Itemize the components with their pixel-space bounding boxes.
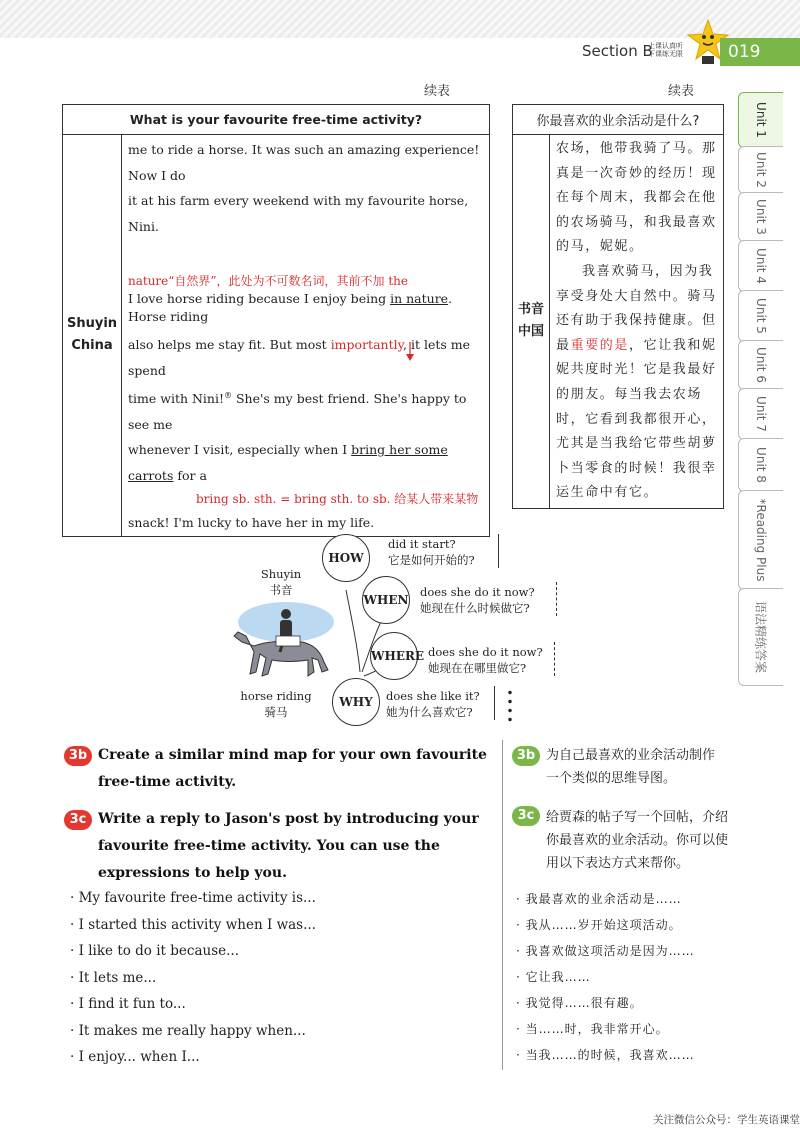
list-item: · I find it fun to... [70,996,186,1012]
passage-text: me to ride a horse. It was such an amazing experience! Now I do it at his farm every weekend with my favourite horse, Nini. nature“自然界”，此处为不可数名词，其前不加 the I love horse riding because I enjoy being in nature. Horse riding also helps me stay fit. But most importantly, it lets me spend time with Nini!® She's my best friend. She's happy to see me whenever I visit, especially when I bring her some carrots for a bring sb. sth. = bring sth. to sb. 给某人带来某物 snack! I'm lucky to have her in my life. [122,135,490,537]
tab-unit-1[interactable]: Unit 1 [738,92,783,148]
tab-unit-6[interactable]: Unit 6 [738,340,783,390]
mind-map-question-when: does she do it now? 她现在什么时候做它? [420,585,535,615]
ellipsis-dots [508,688,512,724]
list-item: · I enjoy... when I... [70,1049,200,1065]
mind-map-person: Shuyin 书音 [260,567,302,597]
tab-unit-8[interactable]: Unit 8 [738,438,783,492]
arrow-down-icon [404,342,416,362]
task-3b-text-cn: 为自己最喜欢的业余活动制作一个类似的思维导图。 [546,748,716,786]
list-item: · It makes me really happy when... [70,1023,306,1039]
task-badge-3c-cn: 3c [512,806,540,826]
divider [556,582,557,616]
list-item: · 我觉得……很有趣。 [516,996,643,1010]
mind-map-question-how: did it start? 它是如何开始的? [388,537,475,567]
header-motto: 上课认真听 下课练无限 [648,42,683,58]
person-cell-cn: 书音 中国 [513,135,550,509]
divider [554,642,555,676]
list-item: · I started this activity when I was... [70,917,316,933]
english-table [62,104,490,537]
person-country: China [71,338,113,354]
list-item: · I like to do it because... [70,943,239,959]
grammar-note: nature“自然界”，此处为不可数名词，其前不加 the [128,274,409,288]
task-badge-3b-cn: 3b [512,746,540,766]
list-item: · 我喜欢做这项活动是因为…… [516,944,695,958]
table-header-cn: 你最喜欢的业余活动是什么? [513,105,724,135]
table-header: What is your favourite free-time activity? [63,105,490,135]
list-item: · 它让我…… [516,970,591,984]
tab-reading-plus[interactable]: *Reading Plus [738,490,783,590]
divider [494,686,495,720]
person-cell [63,135,122,537]
mind-map-node-how: HOW [322,534,370,582]
list-item: · My favourite free-time activity is... [70,890,316,906]
mind-map-node-when: WHEN [362,576,410,624]
mind-map-question-where: does she do it now? 她现在在哪里做它? [428,645,543,675]
tab-unit-3[interactable]: Unit 3 [738,192,783,242]
divider [498,534,499,568]
task-badge-3b: 3b [64,746,92,766]
task-3c-text: Write a reply to Jason's post by introducing your favourite free-time activity. You can use the expressions to help you. [98,811,479,881]
footer-note: 关注微信公众号：学生英语课堂 [653,1114,800,1126]
list-item: · It lets me... [70,970,157,986]
list-item: · 我从……岁开始这项活动。 [516,918,682,932]
tab-unit-2[interactable]: Unit 2 [738,146,783,194]
list-item: · 我最喜欢的业余活动是…… [516,892,682,906]
continued-label-cn: 续表 [668,84,695,99]
chinese-table [512,104,724,509]
mind-map-node-why: WHY [332,678,380,726]
tab-unit-5[interactable]: Unit 5 [738,290,783,342]
continued-label: 续表 [424,84,451,99]
task-badge-3c: 3c [64,810,92,830]
tab-unit-7[interactable]: Unit 7 [738,388,783,440]
column-divider [502,740,503,1070]
section-title: Section B [582,42,653,60]
grammar-note-2: bring sb. sth. = bring sth. to sb. 给某人带来某物 [196,492,479,507]
task-3c-text-cn: 给贾森的帖子写一个回帖，介绍你最喜欢的业余活动。你可以使用以下表达方式来帮你。 [546,810,729,871]
mind-map-activity: horse riding 骑马 [240,689,312,719]
list-item: · 当我……的时候，我喜欢…… [516,1048,695,1062]
page-number: 019 [720,38,800,66]
mind-map-node-where: WHERE [370,632,418,680]
person-name: Shuyin [66,316,118,332]
task-3b-text: Create a similar mind map for your own favourite free-time activity. [98,747,487,790]
tab-grammar-answers[interactable]: 语法精练答案 [738,588,783,686]
highlight-word: importantly [330,337,403,352]
passage-text-cn: 农场，他带我骑了马。那真是一次奇妙的经历！现在每个周末，我都会在他的农场骑马，和我最喜欢的马，妮妮。 我喜欢骑马，因为我享受身处大自然中。骑马还有助于我保持健康。但最重要的是，它让我和妮妮共度时光！它是我最好的朋友。每当我去农场时，它看到我都很开心，尤其是当我给它带些胡萝卜当零食的时候！我很幸运生命中有它。 [550,135,724,509]
list-item: · 当……时，我非常开心。 [516,1022,669,1036]
tab-unit-4[interactable]: Unit 4 [738,240,783,292]
mind-map-question-why: does she like it? 她为什么喜欢它? [386,689,480,719]
